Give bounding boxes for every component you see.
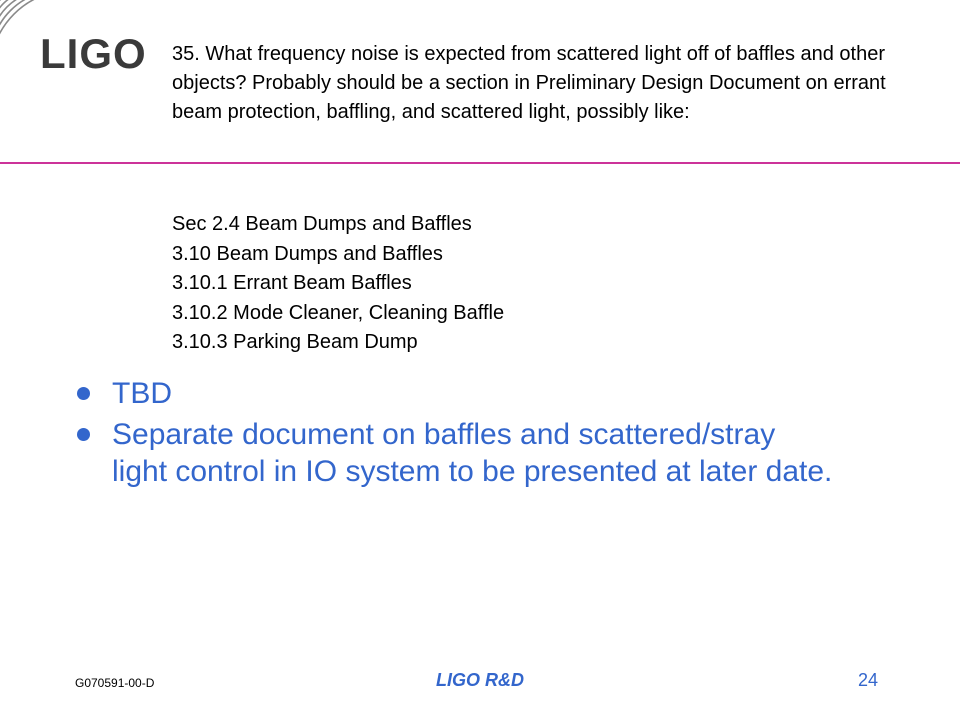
header-divider xyxy=(0,162,960,164)
bullet-dot-icon xyxy=(77,428,90,441)
bullet-list xyxy=(75,375,835,494)
bullet-item xyxy=(75,375,835,412)
bullet-dot-icon xyxy=(77,387,90,400)
section-list xyxy=(172,210,504,358)
footer-title: LIGO R&D xyxy=(436,670,524,690)
question-text: 35. What frequency noise is expected from scattered light off of baffles and other objects? Probably should be a section in Preliminary Design Document on errant beam protection, baffling, and scattered light, possibly like: xyxy=(172,43,886,123)
section-item: 3.10 Beam Dumps and Baffles xyxy=(172,242,443,265)
section-item: Sec 2.4 Beam Dumps and Baffles xyxy=(172,213,472,235)
bullet-text: TBD xyxy=(112,377,172,410)
footer-doc-id: G070591-00-D xyxy=(75,676,155,690)
bullet-item xyxy=(75,416,835,490)
section-item: 3.10.3 Parking Beam Dump xyxy=(172,331,418,353)
bullet-text: Separate document on baffles and scattered/stray light control in IO system to be presented at later date. xyxy=(112,418,833,488)
section-item: 3.10.1 Errant Beam Baffles xyxy=(172,272,412,294)
section-item: 3.10.2 Mode Cleaner, Cleaning Baffle xyxy=(172,301,505,324)
ligo-logo: LIGO xyxy=(40,30,147,77)
page-number: 24 xyxy=(858,670,879,690)
